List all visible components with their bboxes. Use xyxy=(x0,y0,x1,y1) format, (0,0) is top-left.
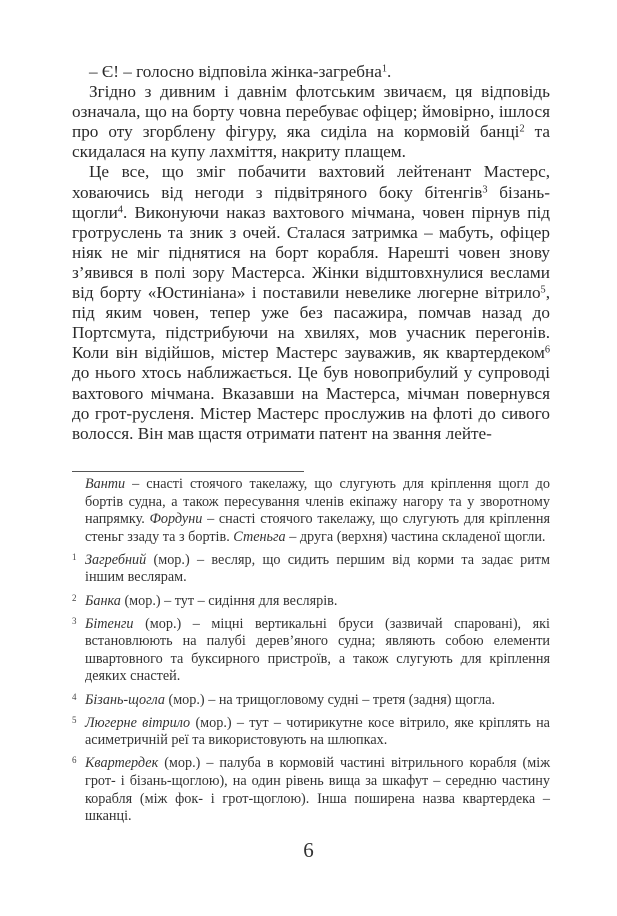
footnote xyxy=(72,715,550,750)
text-run: бізань-щогли xyxy=(72,182,550,222)
footnote-reference: 1 xyxy=(381,63,387,75)
page-number: 6 xyxy=(303,838,314,862)
footnote xyxy=(72,755,550,825)
text-run: Це все, що зміг побачити вахтовий лейтенант Мастерс, ховаючись від негоди з підвітряного боку бітенгів xyxy=(72,162,550,202)
footnote-term: Люгерне вітрило xyxy=(85,714,191,731)
main-text-block xyxy=(72,62,550,444)
footnote-definition: (мор.) – весляр, що сидить першим від корми та задає ритм іншим веслярам. xyxy=(85,551,550,586)
footnote-term: Стеньга xyxy=(233,528,286,545)
footnote xyxy=(72,692,550,710)
footnote xyxy=(72,552,550,587)
paragraph xyxy=(72,82,550,162)
footnote-number: 4 xyxy=(72,691,77,702)
text-run: до нього хтось наближається. Це був новоприбулий у супроводі вахтового мічмана. Вказавши на Мастерса, мічман повернувся до грот-русленя. Містер Мастерс прослужив на флоті до сивого волосся. Він мав щастя отримати патент на звання лейте- xyxy=(72,363,550,443)
footnote-term: Фордуни xyxy=(149,511,203,528)
footnote-definition: (мор.) – тут – сидіння для веслярів. xyxy=(120,592,338,609)
footnote-reference: 2 xyxy=(519,123,525,135)
footnote-definition: (мор.) – на трищогловому судні – третя (задня) щогла. xyxy=(164,691,496,708)
text-run: Згідно з дивним і давнім флотським звичаєм, ця відповідь означала, що на борту човна перебуває офіцер; ймовірно, ішлося про оту згорблену фігуру, яка сиділа на кормовій банці xyxy=(72,82,550,142)
footnote-definition: (мор.) – тут – чотирикутне косе вітрило, яке кріплять на асиметричній реї та використовують на шлюпках. xyxy=(85,714,550,749)
paragraph xyxy=(72,62,550,82)
footnote-reference: 4 xyxy=(117,203,123,215)
footnote-number: 3 xyxy=(72,615,77,626)
text-run: та скидалася на купу лахміття, накриту плащем. xyxy=(72,122,550,162)
footnote-definition: – снасті стоячого такелажу, що слугують для кріплення стеньг ззаду та з бортів. xyxy=(85,511,550,545)
footnote-term: Ванти xyxy=(85,476,126,492)
footnote-definition: (мор.) – палуба в кормовій частині вітрильного корабля (між грот- і бізань-щоглою), на один рівень вища за шкафут – середню частину корабля (між фок- і грот-щоглою). Інша поширена назва квартердека – шканці. xyxy=(85,755,550,825)
footnote-definition: – друга (верхня) частина складеної щогли. xyxy=(285,528,546,545)
footnote-number: 2 xyxy=(72,592,77,603)
footnote-term: Бітенги xyxy=(85,615,134,632)
footnote-separator-rule xyxy=(72,471,304,472)
footnote xyxy=(72,616,550,686)
footnotes-block xyxy=(72,476,550,831)
text-run: – Є! – голосно відповіла жінка-загребна xyxy=(89,62,382,81)
footnote xyxy=(72,593,550,611)
footnote-number: 1 xyxy=(72,551,77,562)
footnote-number: 5 xyxy=(72,714,77,725)
footnote-number: 6 xyxy=(72,755,77,766)
footnote-definition: (мор.) – міцні вертикальні бруси (зазвичай спаровані), які встановлюють на палубі дерев’яного судна; являють собою елементи швартовного та буксирного пристроїв, а також слугують для кріплення деяких снастей. xyxy=(85,615,550,685)
footnote-term: Банка xyxy=(85,592,121,609)
footnote xyxy=(72,476,550,546)
footnote-term: Бізань-щогла xyxy=(85,691,165,708)
text-run: . Виконуючи наказ вахтового мічмана, човен пірнув під гротруслень та зник з очей. Сталася затримка – мабуть, офіцер ніяк не міг піднятися на борт корабля. Нарешті човен знову з’явився в полі зору Мастерса. Жінки відштовхнулися веслами від борту «Юстиніана» і поставили невелике люгерне вітрило xyxy=(72,202,550,303)
footnote-reference: 3 xyxy=(482,183,488,195)
footnote-term: Загребний xyxy=(85,551,147,568)
footnote-reference: 6 xyxy=(544,344,550,356)
text-run: . xyxy=(386,62,392,81)
paragraph xyxy=(72,162,550,443)
footnote-term: Квартердек xyxy=(85,755,159,772)
footnote-definition: – снасті стоячого такелажу, що слугують для кріплення щогл до бортів судна, а також пересування членів екіпажу нагору та у зворотному напрямку. xyxy=(85,476,550,528)
text-run: , під яким човен, тепер уже без пасажира, помчав назад до Портсмута, підстрибуючи на хвилях, мов учасник перегонів. Коли він відійшов, містер Мастерс зауважив, як квартердеком xyxy=(72,283,550,363)
footnote-reference: 5 xyxy=(540,284,546,296)
